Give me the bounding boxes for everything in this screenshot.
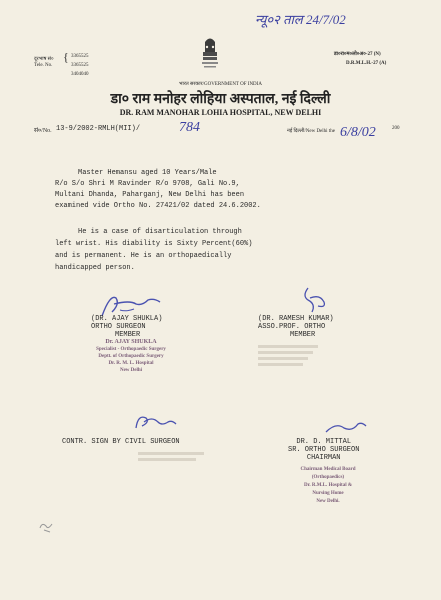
govt-line: भारत सरकार/GOVERNMENT OF INDIA: [179, 82, 262, 87]
body-line-7: and is permanent. He is an orthopaedically: [55, 252, 232, 260]
civil-surgeon-label: CONTR. SIGN BY CIVIL SURGEON: [62, 438, 180, 446]
left-official-stamp: Dr. AJAY SHUKLA Specialist - Orthopaedic Surgery Deptt. of Orthopaedic Surgery Dr. R. M. L. Hospital New Delhi: [96, 339, 166, 373]
ref-label: सं०/No.: [34, 128, 52, 134]
hospital-english-title: DR. RAM MANOHAR LOHIA HOSPITAL, NEW DELHI: [119, 108, 322, 117]
hospital-hindi-title: डा० राम मनोहर लोहिया अस्पताल, नई दिल्ली: [110, 92, 331, 107]
date-label: नई दिल्ली/New Delhi the: [287, 129, 335, 134]
date-handwritten: 6/8/02: [340, 125, 376, 140]
right-signatory-block: (DR. RAMESH KUMAR) ASSO.PROF. ORTHO MEMBER: [258, 315, 334, 339]
right-faded-stamp: [258, 342, 328, 369]
ref-number: 13-9/2002-RMLH(MII)/: [56, 125, 141, 133]
body-line-8: handicapped person.: [55, 264, 135, 272]
phone-numbers: 3365525 3365525 3404040: [71, 54, 89, 77]
body-line-3: Multani Dhanda, Paharganj, New Delhi has been: [55, 191, 245, 199]
civil-surgeon-signature: [130, 410, 178, 440]
body-line-1: Master Hemansu aged 10 Years/Male: [78, 169, 217, 177]
national-emblem: [196, 36, 224, 72]
body-line-2: R/o S/o Shri M Ravinder R/o 9708, Gali No.9,: [55, 180, 240, 188]
phone-label: दूरभाष सं० Tele. No.: [34, 57, 54, 68]
body-line-4: examined vide Ortho No. 27421/02 dated 24.6.2002.: [55, 202, 261, 210]
form-number: डा०रा०म०लो०अ०-27 (N) D.R.M.L.H.-27 (A): [334, 52, 387, 66]
chairman-block: DR. D. MITTAL SR. ORTHO SURGEON CHAIRMAN: [288, 438, 360, 462]
body-line-6: left wrist. His diability is Sixty Percent(60%): [55, 240, 253, 248]
chairman-official-stamp: Chairman Medical Board (Orthopaedics) Dr. R.M.L. Hospital & Nursing Home New Delhi.: [300, 467, 356, 504]
phone-brace: {: [63, 50, 69, 64]
civil-faded-stamp: [138, 449, 208, 464]
top-handwritten-note: न्यू०२ ताल 24/7/02: [255, 12, 346, 27]
ref-handwritten: 784: [179, 120, 200, 135]
left-signatory-block: (DR. AJAY SHUKLA) ORTHO SURGEON MEMBER: [91, 315, 163, 339]
body-line-5: He is a case of disarticulation through: [78, 228, 242, 236]
bottom-doodle: [38, 519, 56, 538]
date-suffix: 200: [392, 126, 400, 131]
